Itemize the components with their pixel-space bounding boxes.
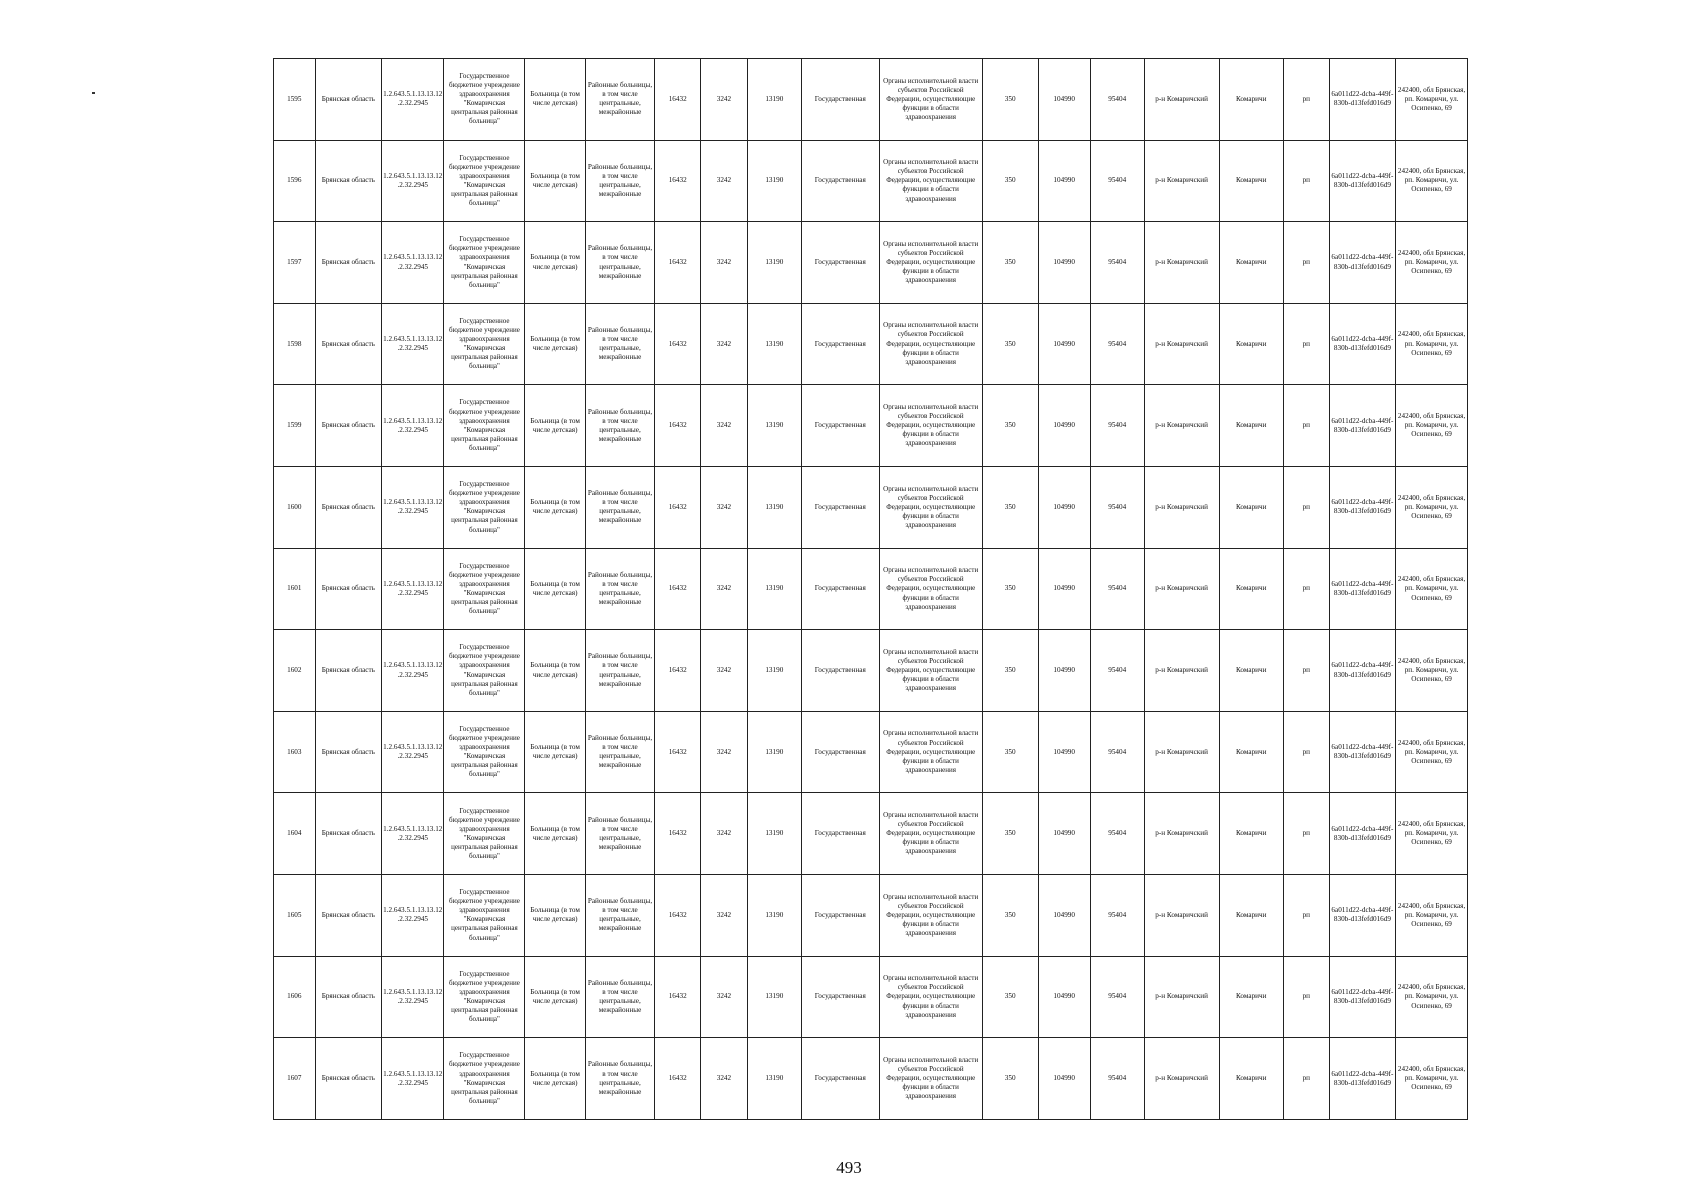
- address-cell: 242400, обл Брянская, рп. Комаричи, ул. Осипенко, 69: [1396, 875, 1468, 957]
- value-1-cell: 16432: [655, 1038, 701, 1120]
- guid-cell: 6a011d22-dcba-449f-830b-d13fefd016d9: [1329, 303, 1396, 385]
- value-6-cell: 95404: [1090, 385, 1144, 467]
- address-cell: 242400, обл Брянская, рп. Комаричи, ул. Осипенко, 69: [1396, 303, 1468, 385]
- ownership-cell: Государственная: [801, 793, 879, 875]
- address-cell: 242400, обл Брянская, рп. Комаричи, ул. Осипенко, 69: [1396, 467, 1468, 549]
- district-cell: р-н Комаричский: [1144, 140, 1219, 222]
- row-number: 1603: [274, 711, 316, 793]
- value-2-cell: 3242: [701, 711, 748, 793]
- registry-code-cell: 1.2.643.5.1.13.13.12.2.32.2945: [382, 1038, 444, 1120]
- row-number: 1605: [274, 875, 316, 957]
- authority-cell: Органы исполнительной власти субъектов Российской Федерации, осуществляющие функции в области здравоохранения: [879, 385, 982, 467]
- settlement-type-cell: рп: [1283, 875, 1329, 957]
- value-3-cell: 13190: [747, 548, 801, 630]
- settlement-cell: Комаричи: [1219, 59, 1283, 141]
- row-number: 1600: [274, 467, 316, 549]
- settlement-cell: Комаричи: [1219, 140, 1283, 222]
- ownership-cell: Государственная: [801, 140, 879, 222]
- value-6-cell: 95404: [1090, 59, 1144, 141]
- settlement-cell: Комаричи: [1219, 303, 1283, 385]
- authority-cell: Органы исполнительной власти субъектов Российской Федерации, осуществляющие функции в области здравоохранения: [879, 1038, 982, 1120]
- value-6-cell: 95404: [1090, 711, 1144, 793]
- organization-category-cell: Районные больницы, в том числе центральные, межрайонные: [585, 1038, 655, 1120]
- authority-cell: Органы исполнительной власти субъектов Российской Федерации, осуществляющие функции в области здравоохранения: [879, 711, 982, 793]
- address-cell: 242400, обл Брянская, рп. Комаричи, ул. Осипенко, 69: [1396, 711, 1468, 793]
- organization-kind-cell: Больница (в том числе детская): [525, 385, 585, 467]
- value-6-cell: 95404: [1090, 956, 1144, 1038]
- registry-code-cell: 1.2.643.5.1.13.13.12.2.32.2945: [382, 630, 444, 712]
- registry-code-cell: 1.2.643.5.1.13.13.12.2.32.2945: [382, 956, 444, 1038]
- value-1-cell: 16432: [655, 140, 701, 222]
- row-number: 1606: [274, 956, 316, 1038]
- registry-table: [273, 58, 1468, 1120]
- value-6-cell: 95404: [1090, 303, 1144, 385]
- registry-code-cell: 1.2.643.5.1.13.13.12.2.32.2945: [382, 875, 444, 957]
- ownership-cell: Государственная: [801, 59, 879, 141]
- organization-category-cell: Районные больницы, в том числе центральные, межрайонные: [585, 385, 655, 467]
- guid-cell: 6a011d22-dcba-449f-830b-d13fefd016d9: [1329, 548, 1396, 630]
- settlement-type-cell: рп: [1283, 467, 1329, 549]
- organization-kind-cell: Больница (в том числе детская): [525, 875, 585, 957]
- value-1-cell: 16432: [655, 711, 701, 793]
- value-6-cell: 95404: [1090, 630, 1144, 712]
- guid-cell: 6a011d22-dcba-449f-830b-d13fefd016d9: [1329, 793, 1396, 875]
- value-5-cell: 104990: [1038, 548, 1090, 630]
- region-cell: Брянская область: [315, 793, 382, 875]
- value-2-cell: 3242: [701, 793, 748, 875]
- value-3-cell: 13190: [747, 222, 801, 304]
- settlement-type-cell: рп: [1283, 1038, 1329, 1120]
- table-row: [274, 548, 1468, 630]
- ownership-cell: Государственная: [801, 385, 879, 467]
- value-2-cell: 3242: [701, 222, 748, 304]
- value-3-cell: 13190: [747, 467, 801, 549]
- value-1-cell: 16432: [655, 630, 701, 712]
- row-number: 1596: [274, 140, 316, 222]
- region-cell: Брянская область: [315, 956, 382, 1038]
- organization-kind-cell: Больница (в том числе детская): [525, 140, 585, 222]
- guid-cell: 6a011d22-dcba-449f-830b-d13fefd016d9: [1329, 630, 1396, 712]
- address-cell: 242400, обл Брянская, рп. Комаричи, ул. Осипенко, 69: [1396, 630, 1468, 712]
- organization-kind-cell: Больница (в том числе детская): [525, 956, 585, 1038]
- settlement-cell: Комаричи: [1219, 875, 1283, 957]
- guid-cell: 6a011d22-dcba-449f-830b-d13fefd016d9: [1329, 875, 1396, 957]
- organization-kind-cell: Больница (в том числе детская): [525, 1038, 585, 1120]
- region-cell: Брянская область: [315, 222, 382, 304]
- settlement-type-cell: рп: [1283, 548, 1329, 630]
- value-4-cell: 350: [982, 59, 1038, 141]
- table-row: [274, 711, 1468, 793]
- organization-kind-cell: Больница (в том числе детская): [525, 467, 585, 549]
- region-cell: Брянская область: [315, 711, 382, 793]
- value-6-cell: 95404: [1090, 222, 1144, 304]
- value-2-cell: 3242: [701, 548, 748, 630]
- value-1-cell: 16432: [655, 59, 701, 141]
- organization-kind-cell: Больница (в том числе детская): [525, 222, 585, 304]
- district-cell: р-н Комаричский: [1144, 303, 1219, 385]
- value-2-cell: 3242: [701, 59, 748, 141]
- settlement-type-cell: рп: [1283, 222, 1329, 304]
- value-5-cell: 104990: [1038, 385, 1090, 467]
- value-2-cell: 3242: [701, 467, 748, 549]
- settlement-cell: Комаричи: [1219, 548, 1283, 630]
- registry-code-cell: 1.2.643.5.1.13.13.12.2.32.2945: [382, 303, 444, 385]
- row-number: 1598: [274, 303, 316, 385]
- district-cell: р-н Комаричский: [1144, 222, 1219, 304]
- registry-code-cell: 1.2.643.5.1.13.13.12.2.32.2945: [382, 711, 444, 793]
- row-number: 1599: [274, 385, 316, 467]
- district-cell: р-н Комаричский: [1144, 875, 1219, 957]
- guid-cell: 6a011d22-dcba-449f-830b-d13fefd016d9: [1329, 467, 1396, 549]
- registry-code-cell: 1.2.643.5.1.13.13.12.2.32.2945: [382, 467, 444, 549]
- value-6-cell: 95404: [1090, 875, 1144, 957]
- organization-category-cell: Районные больницы, в том числе центральные, межрайонные: [585, 875, 655, 957]
- value-6-cell: 95404: [1090, 548, 1144, 630]
- organization-kind-cell: Больница (в том числе детская): [525, 303, 585, 385]
- region-cell: Брянская область: [315, 303, 382, 385]
- settlement-type-cell: рп: [1283, 140, 1329, 222]
- value-1-cell: 16432: [655, 222, 701, 304]
- value-4-cell: 350: [982, 140, 1038, 222]
- value-5-cell: 104990: [1038, 303, 1090, 385]
- registry-code-cell: 1.2.643.5.1.13.13.12.2.32.2945: [382, 793, 444, 875]
- settlement-cell: Комаричи: [1219, 630, 1283, 712]
- ownership-cell: Государственная: [801, 875, 879, 957]
- value-5-cell: 104990: [1038, 1038, 1090, 1120]
- address-cell: 242400, обл Брянская, рп. Комаричи, ул. Осипенко, 69: [1396, 59, 1468, 141]
- value-5-cell: 104990: [1038, 711, 1090, 793]
- address-cell: 242400, обл Брянская, рп. Комаричи, ул. Осипенко, 69: [1396, 385, 1468, 467]
- ownership-cell: Государственная: [801, 1038, 879, 1120]
- organization-kind-cell: Больница (в том числе детская): [525, 59, 585, 141]
- value-5-cell: 104990: [1038, 875, 1090, 957]
- address-cell: 242400, обл Брянская, рп. Комаричи, ул. Осипенко, 69: [1396, 956, 1468, 1038]
- value-4-cell: 350: [982, 467, 1038, 549]
- address-cell: 242400, обл Брянская, рп. Комаричи, ул. Осипенко, 69: [1396, 548, 1468, 630]
- region-cell: Брянская область: [315, 59, 382, 141]
- organization-category-cell: Районные больницы, в том числе центральные, межрайонные: [585, 467, 655, 549]
- value-1-cell: 16432: [655, 793, 701, 875]
- settlement-type-cell: рп: [1283, 59, 1329, 141]
- organization-category-cell: Районные больницы, в том числе центральные, межрайонные: [585, 793, 655, 875]
- scan-speck: [92, 92, 95, 94]
- ownership-cell: Государственная: [801, 548, 879, 630]
- value-5-cell: 104990: [1038, 630, 1090, 712]
- authority-cell: Органы исполнительной власти субъектов Российской Федерации, осуществляющие функции в области здравоохранения: [879, 222, 982, 304]
- organization-name-cell: Государственное бюджетное учреждение здравоохранения "Комаричская центральная районная больница": [444, 222, 525, 304]
- ownership-cell: Государственная: [801, 711, 879, 793]
- guid-cell: 6a011d22-dcba-449f-830b-d13fefd016d9: [1329, 711, 1396, 793]
- table-row: [274, 630, 1468, 712]
- table-row: [274, 59, 1468, 141]
- registry-rows: [274, 59, 1468, 1120]
- address-cell: 242400, обл Брянская, рп. Комаричи, ул. Осипенко, 69: [1396, 793, 1468, 875]
- guid-cell: 6a011d22-dcba-449f-830b-d13fefd016d9: [1329, 59, 1396, 141]
- organization-name-cell: Государственное бюджетное учреждение здравоохранения "Комаричская центральная районная больница": [444, 140, 525, 222]
- value-1-cell: 16432: [655, 385, 701, 467]
- row-number: 1597: [274, 222, 316, 304]
- value-3-cell: 13190: [747, 303, 801, 385]
- value-2-cell: 3242: [701, 140, 748, 222]
- table-row: [274, 303, 1468, 385]
- value-6-cell: 95404: [1090, 140, 1144, 222]
- settlement-cell: Комаричи: [1219, 711, 1283, 793]
- value-5-cell: 104990: [1038, 793, 1090, 875]
- value-2-cell: 3242: [701, 956, 748, 1038]
- settlement-cell: Комаричи: [1219, 385, 1283, 467]
- value-4-cell: 350: [982, 956, 1038, 1038]
- value-1-cell: 16432: [655, 303, 701, 385]
- guid-cell: 6a011d22-dcba-449f-830b-d13fefd016d9: [1329, 956, 1396, 1038]
- ownership-cell: Государственная: [801, 303, 879, 385]
- organization-category-cell: Районные больницы, в том числе центральные, межрайонные: [585, 956, 655, 1038]
- guid-cell: 6a011d22-dcba-449f-830b-d13fefd016d9: [1329, 140, 1396, 222]
- guid-cell: 6a011d22-dcba-449f-830b-d13fefd016d9: [1329, 222, 1396, 304]
- authority-cell: Органы исполнительной власти субъектов Российской Федерации, осуществляющие функции в области здравоохранения: [879, 875, 982, 957]
- value-4-cell: 350: [982, 548, 1038, 630]
- organization-kind-cell: Больница (в том числе детская): [525, 711, 585, 793]
- value-1-cell: 16432: [655, 956, 701, 1038]
- organization-category-cell: Районные больницы, в том числе центральные, межрайонные: [585, 711, 655, 793]
- organization-name-cell: Государственное бюджетное учреждение здравоохранения "Комаричская центральная районная больница": [444, 875, 525, 957]
- district-cell: р-н Комаричский: [1144, 630, 1219, 712]
- value-5-cell: 104990: [1038, 956, 1090, 1038]
- value-2-cell: 3242: [701, 385, 748, 467]
- row-number: 1602: [274, 630, 316, 712]
- organization-kind-cell: Больница (в том числе детская): [525, 793, 585, 875]
- registry-code-cell: 1.2.643.5.1.13.13.12.2.32.2945: [382, 59, 444, 141]
- organization-name-cell: Государственное бюджетное учреждение здравоохранения "Комаричская центральная районная больница": [444, 303, 525, 385]
- value-3-cell: 13190: [747, 630, 801, 712]
- district-cell: р-н Комаричский: [1144, 711, 1219, 793]
- ownership-cell: Государственная: [801, 630, 879, 712]
- value-2-cell: 3242: [701, 875, 748, 957]
- table-row: [274, 1038, 1468, 1120]
- authority-cell: Органы исполнительной власти субъектов Российской Федерации, осуществляющие функции в области здравоохранения: [879, 59, 982, 141]
- authority-cell: Органы исполнительной власти субъектов Российской Федерации, осуществляющие функции в области здравоохранения: [879, 303, 982, 385]
- organization-name-cell: Государственное бюджетное учреждение здравоохранения "Комаричская центральная районная больница": [444, 59, 525, 141]
- organization-category-cell: Районные больницы, в том числе центральные, межрайонные: [585, 548, 655, 630]
- row-number: 1601: [274, 548, 316, 630]
- settlement-type-cell: рп: [1283, 630, 1329, 712]
- organization-name-cell: Государственное бюджетное учреждение здравоохранения "Комаричская центральная районная больница": [444, 467, 525, 549]
- ownership-cell: Государственная: [801, 467, 879, 549]
- page-number: 493: [836, 1158, 862, 1177]
- district-cell: р-н Комаричский: [1144, 793, 1219, 875]
- table-row: [274, 956, 1468, 1038]
- registry-code-cell: 1.2.643.5.1.13.13.12.2.32.2945: [382, 222, 444, 304]
- settlement-cell: Комаричи: [1219, 956, 1283, 1038]
- registry-code-cell: 1.2.643.5.1.13.13.12.2.32.2945: [382, 385, 444, 467]
- address-cell: 242400, обл Брянская, рп. Комаричи, ул. Осипенко, 69: [1396, 140, 1468, 222]
- value-5-cell: 104990: [1038, 222, 1090, 304]
- organization-name-cell: Государственное бюджетное учреждение здравоохранения "Комаричская центральная районная больница": [444, 548, 525, 630]
- settlement-cell: Комаричи: [1219, 222, 1283, 304]
- authority-cell: Органы исполнительной власти субъектов Российской Федерации, осуществляющие функции в области здравоохранения: [879, 467, 982, 549]
- value-4-cell: 350: [982, 630, 1038, 712]
- organization-name-cell: Государственное бюджетное учреждение здравоохранения "Комаричская центральная районная больница": [444, 793, 525, 875]
- organization-name-cell: Государственное бюджетное учреждение здравоохранения "Комаричская центральная районная больница": [444, 630, 525, 712]
- value-3-cell: 13190: [747, 956, 801, 1038]
- address-cell: 242400, обл Брянская, рп. Комаричи, ул. Осипенко, 69: [1396, 1038, 1468, 1120]
- value-6-cell: 95404: [1090, 1038, 1144, 1120]
- value-5-cell: 104990: [1038, 59, 1090, 141]
- value-4-cell: 350: [982, 385, 1038, 467]
- table-row: [274, 140, 1468, 222]
- value-3-cell: 13190: [747, 385, 801, 467]
- value-3-cell: 13190: [747, 875, 801, 957]
- region-cell: Брянская область: [315, 385, 382, 467]
- guid-cell: 6a011d22-dcba-449f-830b-d13fefd016d9: [1329, 385, 1396, 467]
- row-number: 1595: [274, 59, 316, 141]
- address-cell: 242400, обл Брянская, рп. Комаричи, ул. Осипенко, 69: [1396, 222, 1468, 304]
- organization-category-cell: Районные больницы, в том числе центральные, межрайонные: [585, 303, 655, 385]
- region-cell: Брянская область: [315, 548, 382, 630]
- district-cell: р-н Комаричский: [1144, 956, 1219, 1038]
- settlement-type-cell: рп: [1283, 303, 1329, 385]
- authority-cell: Органы исполнительной власти субъектов Российской Федерации, осуществляющие функции в области здравоохранения: [879, 793, 982, 875]
- value-3-cell: 13190: [747, 711, 801, 793]
- table-row: [274, 875, 1468, 957]
- authority-cell: Органы исполнительной власти субъектов Российской Федерации, осуществляющие функции в области здравоохранения: [879, 548, 982, 630]
- value-3-cell: 13190: [747, 1038, 801, 1120]
- organization-kind-cell: Больница (в том числе детская): [525, 548, 585, 630]
- settlement-type-cell: рп: [1283, 385, 1329, 467]
- table-row: [274, 222, 1468, 304]
- ownership-cell: Государственная: [801, 222, 879, 304]
- district-cell: р-н Комаричский: [1144, 1038, 1219, 1120]
- organization-category-cell: Районные больницы, в том числе центральные, межрайонные: [585, 59, 655, 141]
- value-4-cell: 350: [982, 303, 1038, 385]
- value-4-cell: 350: [982, 1038, 1038, 1120]
- organization-kind-cell: Больница (в том числе детская): [525, 630, 585, 712]
- guid-cell: 6a011d22-dcba-449f-830b-d13fefd016d9: [1329, 1038, 1396, 1120]
- settlement-type-cell: рп: [1283, 711, 1329, 793]
- settlement-type-cell: рп: [1283, 956, 1329, 1038]
- region-cell: Брянская область: [315, 140, 382, 222]
- organization-category-cell: Районные больницы, в том числе центральные, межрайонные: [585, 630, 655, 712]
- value-6-cell: 95404: [1090, 793, 1144, 875]
- organization-name-cell: Государственное бюджетное учреждение здравоохранения "Комаричская центральная районная больница": [444, 711, 525, 793]
- row-number: 1604: [274, 793, 316, 875]
- organization-name-cell: Государственное бюджетное учреждение здравоохранения "Комаричская центральная районная больница": [444, 1038, 525, 1120]
- value-1-cell: 16432: [655, 875, 701, 957]
- value-5-cell: 104990: [1038, 140, 1090, 222]
- value-3-cell: 13190: [747, 140, 801, 222]
- authority-cell: Органы исполнительной власти субъектов Российской Федерации, осуществляющие функции в области здравоохранения: [879, 140, 982, 222]
- organization-category-cell: Районные больницы, в том числе центральные, межрайонные: [585, 140, 655, 222]
- table-row: [274, 467, 1468, 549]
- settlement-cell: Комаричи: [1219, 1038, 1283, 1120]
- value-6-cell: 95404: [1090, 467, 1144, 549]
- organization-name-cell: Государственное бюджетное учреждение здравоохранения "Комаричская центральная районная больница": [444, 956, 525, 1038]
- registry-code-cell: 1.2.643.5.1.13.13.12.2.32.2945: [382, 548, 444, 630]
- district-cell: р-н Комаричский: [1144, 59, 1219, 141]
- settlement-type-cell: рп: [1283, 793, 1329, 875]
- region-cell: Брянская область: [315, 1038, 382, 1120]
- region-cell: Брянская область: [315, 630, 382, 712]
- value-2-cell: 3242: [701, 1038, 748, 1120]
- value-4-cell: 350: [982, 875, 1038, 957]
- table-row: [274, 385, 1468, 467]
- district-cell: р-н Комаричский: [1144, 467, 1219, 549]
- registry-code-cell: 1.2.643.5.1.13.13.12.2.32.2945: [382, 140, 444, 222]
- district-cell: р-н Комаричский: [1144, 548, 1219, 630]
- value-4-cell: 350: [982, 711, 1038, 793]
- value-1-cell: 16432: [655, 467, 701, 549]
- value-5-cell: 104990: [1038, 467, 1090, 549]
- value-4-cell: 350: [982, 222, 1038, 304]
- value-3-cell: 13190: [747, 59, 801, 141]
- table-row: [274, 793, 1468, 875]
- value-1-cell: 16432: [655, 548, 701, 630]
- value-4-cell: 350: [982, 793, 1038, 875]
- region-cell: Брянская область: [315, 467, 382, 549]
- organization-name-cell: Государственное бюджетное учреждение здравоохранения "Комаричская центральная районная больница": [444, 385, 525, 467]
- region-cell: Брянская область: [315, 875, 382, 957]
- authority-cell: Органы исполнительной власти субъектов Российской Федерации, осуществляющие функции в области здравоохранения: [879, 956, 982, 1038]
- ownership-cell: Государственная: [801, 956, 879, 1038]
- settlement-cell: Комаричи: [1219, 467, 1283, 549]
- row-number: 1607: [274, 1038, 316, 1120]
- value-2-cell: 3242: [701, 630, 748, 712]
- district-cell: р-н Комаричский: [1144, 385, 1219, 467]
- organization-category-cell: Районные больницы, в том числе центральные, межрайонные: [585, 222, 655, 304]
- value-2-cell: 3242: [701, 303, 748, 385]
- settlement-cell: Комаричи: [1219, 793, 1283, 875]
- value-3-cell: 13190: [747, 793, 801, 875]
- authority-cell: Органы исполнительной власти субъектов Российской Федерации, осуществляющие функции в области здравоохранения: [879, 630, 982, 712]
